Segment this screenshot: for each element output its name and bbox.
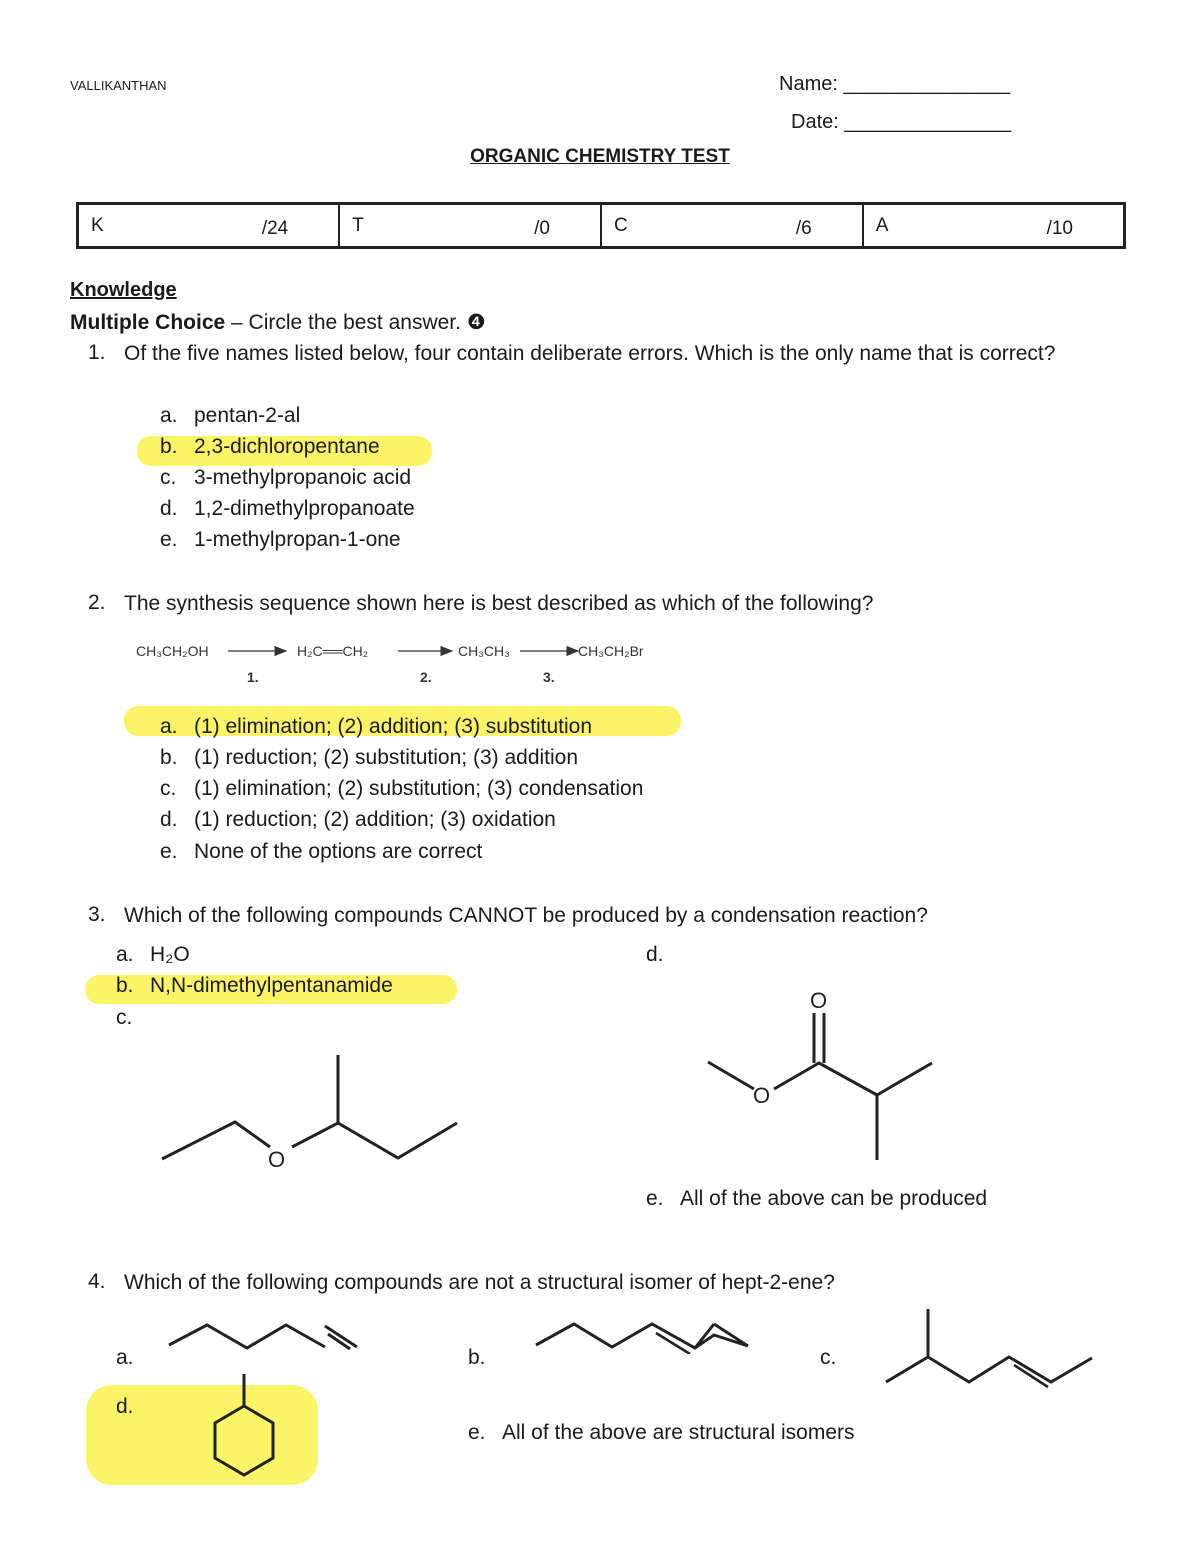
q4-text: Which of the following compounds are not a structural isomer of hept-2-ene? (124, 1271, 835, 1294)
q3-option-a[interactable]: a. H₂O (116, 943, 190, 966)
ester-carbonyl-oxygen-label: O (810, 988, 828, 1013)
q3-text: Which of the following compounds CANNOT be produced by a condensation reaction? (124, 904, 928, 927)
structure-methylhexene (880, 1305, 1098, 1391)
q2-text: The synthesis sequence shown here is best described as which of the following? (124, 592, 874, 615)
product-bromoethane: CH₃CH₂Br (578, 643, 644, 659)
product-ethene: H₂C══CH₂ (297, 643, 369, 659)
q3-option-b[interactable]: b. N,N-dimethylpentanamide (116, 974, 393, 997)
q2-option-b[interactable]: b. (1) reduction; (2) substitution; (3) addition (160, 746, 579, 769)
page-title: ORGANIC CHEMISTRY TEST (470, 146, 730, 167)
score-cell-k: K /24 (78, 204, 340, 248)
q4-option-a[interactable]: a. (116, 1346, 134, 1369)
q1-option-d[interactable]: d. 1,2-dimethylpropanoate (160, 497, 415, 520)
step-1-label: 1. (247, 669, 259, 685)
q4-number: 4. (88, 1270, 106, 1293)
q3-option-c[interactable]: c. (116, 1006, 133, 1029)
q3-option-d[interactable]: d. (646, 943, 664, 966)
q2-number: 2. (88, 591, 106, 614)
q1-option-b[interactable]: b. 2,3-dichloropentane (160, 435, 380, 458)
q2-option-c[interactable]: c. (1) elimination; (2) substitution; (3) condensation (160, 777, 644, 800)
q4-option-d[interactable]: d. (116, 1395, 134, 1418)
marks-badge: ❹ (466, 311, 486, 334)
step-2-label: 2. (420, 669, 432, 685)
structure-ether (150, 1045, 470, 1175)
score-cell-c: C /6 (601, 204, 863, 248)
q4-option-b[interactable]: b. (468, 1346, 486, 1369)
q4-option-c[interactable]: c. (820, 1346, 837, 1369)
score-cell-t: T /0 (339, 204, 601, 248)
name-field[interactable]: Name: _______________ (779, 73, 1011, 95)
q3-number: 3. (88, 903, 106, 926)
step-3-label: 3. (543, 669, 555, 685)
q1-option-e[interactable]: e. 1-methylpropan-1-one (160, 528, 401, 551)
q2-option-a[interactable]: a. (1) elimination; (2) addition; (3) substitution (160, 715, 593, 738)
ether-oxygen-label: O (268, 1147, 286, 1172)
structure-hept-1-ene (165, 1318, 365, 1358)
author-name: VALLIKANTHAN (70, 78, 167, 93)
structure-methylcyclohexane (200, 1372, 290, 1484)
score-table (76, 202, 1126, 249)
q1-text: Of the five names listed below, four contain deliberate errors. Which is the only name that is correct? (124, 342, 1056, 365)
section-instruction: Multiple Choice – Circle the best answer. ❹ (70, 311, 486, 334)
q2-option-d[interactable]: d. (1) reduction; (2) addition; (3) oxidation (160, 808, 556, 831)
q2-option-e[interactable]: e. None of the options are correct (160, 840, 483, 863)
structure-hept-3-ene (532, 1310, 754, 1354)
date-field[interactable]: Date: _______________ (791, 111, 1012, 133)
reaction-scheme (130, 636, 690, 692)
product-ethane: CH₃CH₃ (458, 643, 510, 659)
q1-number: 1. (88, 341, 106, 364)
ester-oxygen-label: O (753, 1083, 771, 1108)
q4-option-e[interactable]: e. All of the above are structural isomers (468, 1421, 855, 1444)
section-heading: Knowledge (70, 279, 177, 301)
q1-option-a[interactable]: a. pentan-2-al (160, 404, 301, 427)
q1-option-c[interactable]: c. 3-methylpropanoic acid (160, 466, 412, 489)
structure-ester (700, 985, 950, 1170)
reactant-ethanol: CH₃CH₂OH (136, 643, 209, 659)
q3-option-e[interactable]: e. All of the above can be produced (646, 1187, 988, 1210)
score-cell-a: A /10 (863, 204, 1125, 248)
